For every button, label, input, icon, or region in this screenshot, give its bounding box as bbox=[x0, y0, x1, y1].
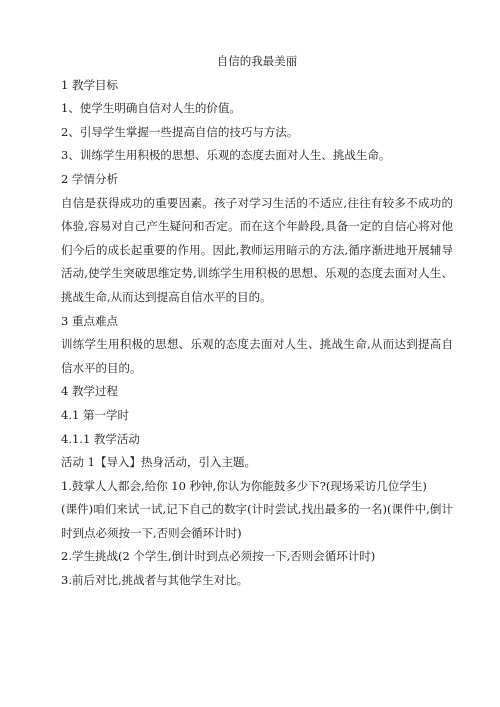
step-2-challenge: 2.学生挑战(2 个学生,倒计时到点必须按一下,否则会循环计时) bbox=[61, 549, 376, 564]
key-points-paragraph: 训练学生用积极的思想、乐观的态度去面对人生、挑战生命,从而达到提高自信水平的目的。 bbox=[61, 337, 453, 375]
analysis-paragraph: 自信是获得成功的重要因素。孩子对学习生活的不适应,往往有较多不成功的体验,容易对自己产生疑问和否定。而在这个年龄段,具备一定的自信心将对他们今后的成长起重要的作用。因此,教师运用暗示的方法,循序渐进地开展辅导活动,使学生突破思维定势,训练学生用积极的思想、乐观的态度去面对人生、挑战生命,从而达到提高自信水平的目的。 bbox=[61, 195, 453, 304]
objective-item-1: 1、使学生明确自信对人生的价值。 bbox=[61, 101, 241, 116]
section-heading-key-points: 3 重点难点 bbox=[61, 313, 118, 328]
objective-item-2: 2、引导学生掌握一些提高自信的技巧与方法。 bbox=[61, 124, 299, 139]
document-page bbox=[61, 50, 453, 593]
subsection-first-lesson: 4.1 第一学时 bbox=[61, 407, 129, 422]
section-heading-analysis: 2 学情分析 bbox=[61, 171, 118, 186]
step-1-continuation: (课件)咱们来试一试,记下自己的数字(计时尝试,找出最多的一名)(课件中,倒计时到点必须按一下,否则会循环计时) bbox=[61, 502, 453, 540]
subsection-teaching-activity: 4.1.1 教学活动 bbox=[61, 431, 140, 446]
step-1-clapping: 1.鼓掌人人都会,给你 10 秒钟,你认为你能鼓多少下?(现场采访几位学生) bbox=[61, 478, 427, 493]
step-3-comparison: 3.前后对比,挑战者与其他学生对比。 bbox=[61, 573, 249, 588]
section-heading-process: 4 教学过程 bbox=[61, 384, 118, 399]
activity-1-intro: 活动 1【导入】热身活动，引入主题。 bbox=[61, 455, 256, 470]
document-title: 自信的我最美丽 bbox=[216, 54, 298, 68]
section-heading-objectives: 1 教学目标 bbox=[61, 77, 118, 92]
objective-item-3: 3、训练学生用积极的思想、乐观的态度去面对人生、挑战生命。 bbox=[61, 148, 391, 163]
